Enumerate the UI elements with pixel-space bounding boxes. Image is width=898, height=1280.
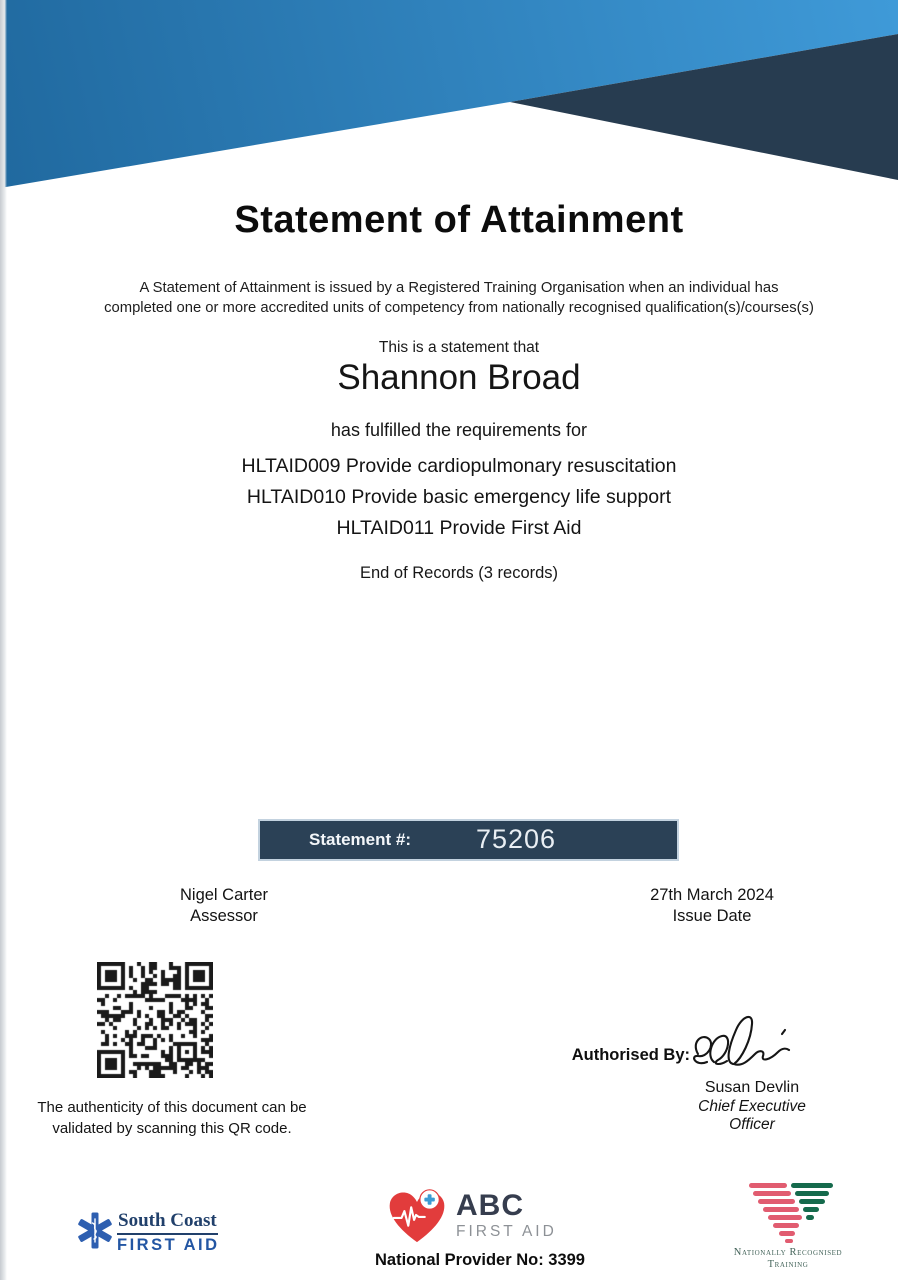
- south-coast-logo-line-2: FIRST AID: [117, 1236, 220, 1254]
- intro-line-1: A Statement of Attainment is issued by a Registered Training Organisation when an individual has: [139, 280, 779, 296]
- assessor-name: Nigel Carter: [179, 886, 269, 904]
- issue-date: 27th March 2024: [650, 886, 774, 904]
- recipient-name: Shannon Broad: [337, 358, 581, 397]
- authorised-by-label: Authorised By:: [571, 1046, 690, 1064]
- national-provider-number: National Provider No: 3399: [375, 1251, 585, 1269]
- signature-image: [684, 1006, 814, 1078]
- page-title: Statement of Attainment: [234, 199, 684, 241]
- assessor-role: Assessor: [190, 907, 258, 925]
- heart-ecg-icon: [386, 1186, 448, 1246]
- unit-item: HLTAID010 Provide basic emergency life support: [246, 486, 672, 508]
- page-left-edge-shadow: [0, 0, 7, 1280]
- assessor-block: [124, 885, 324, 927]
- authoriser-block: [662, 1079, 842, 1135]
- fulfilled-text: has fulfilled the requirements for: [330, 420, 588, 440]
- header-banner-graphic: [0, 0, 898, 200]
- lead-in-text: This is a statement that: [378, 339, 540, 356]
- south-coast-logo-line-1: South Coast: [117, 1210, 218, 1235]
- unit-list: [20, 451, 898, 544]
- statement-number-label: Statement #:: [308, 830, 412, 849]
- authoriser-role-line-2: Officer: [729, 1116, 775, 1133]
- nrt-text-line-2: Training: [767, 1259, 809, 1270]
- unit-item: HLTAID009 Provide cardiopulmonary resuscitation: [241, 455, 677, 477]
- end-of-records-text: End of Records (3 records): [359, 564, 559, 582]
- star-of-life-icon: [75, 1210, 115, 1252]
- statement-number-bar: [258, 819, 679, 861]
- issue-date-label: Issue Date: [672, 907, 752, 925]
- intro-paragraph: [20, 278, 898, 318]
- authoriser-name: Susan Devlin: [704, 1079, 800, 1096]
- qr-caption-line-1: The authenticity of this document can be: [37, 1099, 307, 1116]
- issue-date-block: [612, 885, 812, 927]
- qr-code: [97, 962, 213, 1078]
- qr-caption-line-2: validated by scanning this QR code.: [52, 1120, 292, 1137]
- statement-number-value: 75206: [475, 824, 557, 854]
- nrt-text-line-1: Nationally Recognised: [733, 1247, 843, 1258]
- abc-first-aid-logo: [386, 1186, 576, 1246]
- unit-item: HLTAID011 Provide First Aid: [336, 517, 582, 539]
- abc-logo-line-1: ABC: [456, 1189, 524, 1222]
- abc-logo-line-2: FIRST AID: [456, 1223, 557, 1240]
- qr-caption: [36, 1097, 308, 1139]
- nrt-triangle-icon: [743, 1183, 833, 1244]
- authoriser-role-line-1: Chief Executive: [698, 1097, 806, 1115]
- intro-line-2: completed one or more accredited units of competency from nationally recognised qualification(s)/courses(s): [104, 300, 814, 316]
- south-coast-first-aid-logo: [75, 1208, 245, 1254]
- nationally-recognised-training-logo: [728, 1183, 848, 1271]
